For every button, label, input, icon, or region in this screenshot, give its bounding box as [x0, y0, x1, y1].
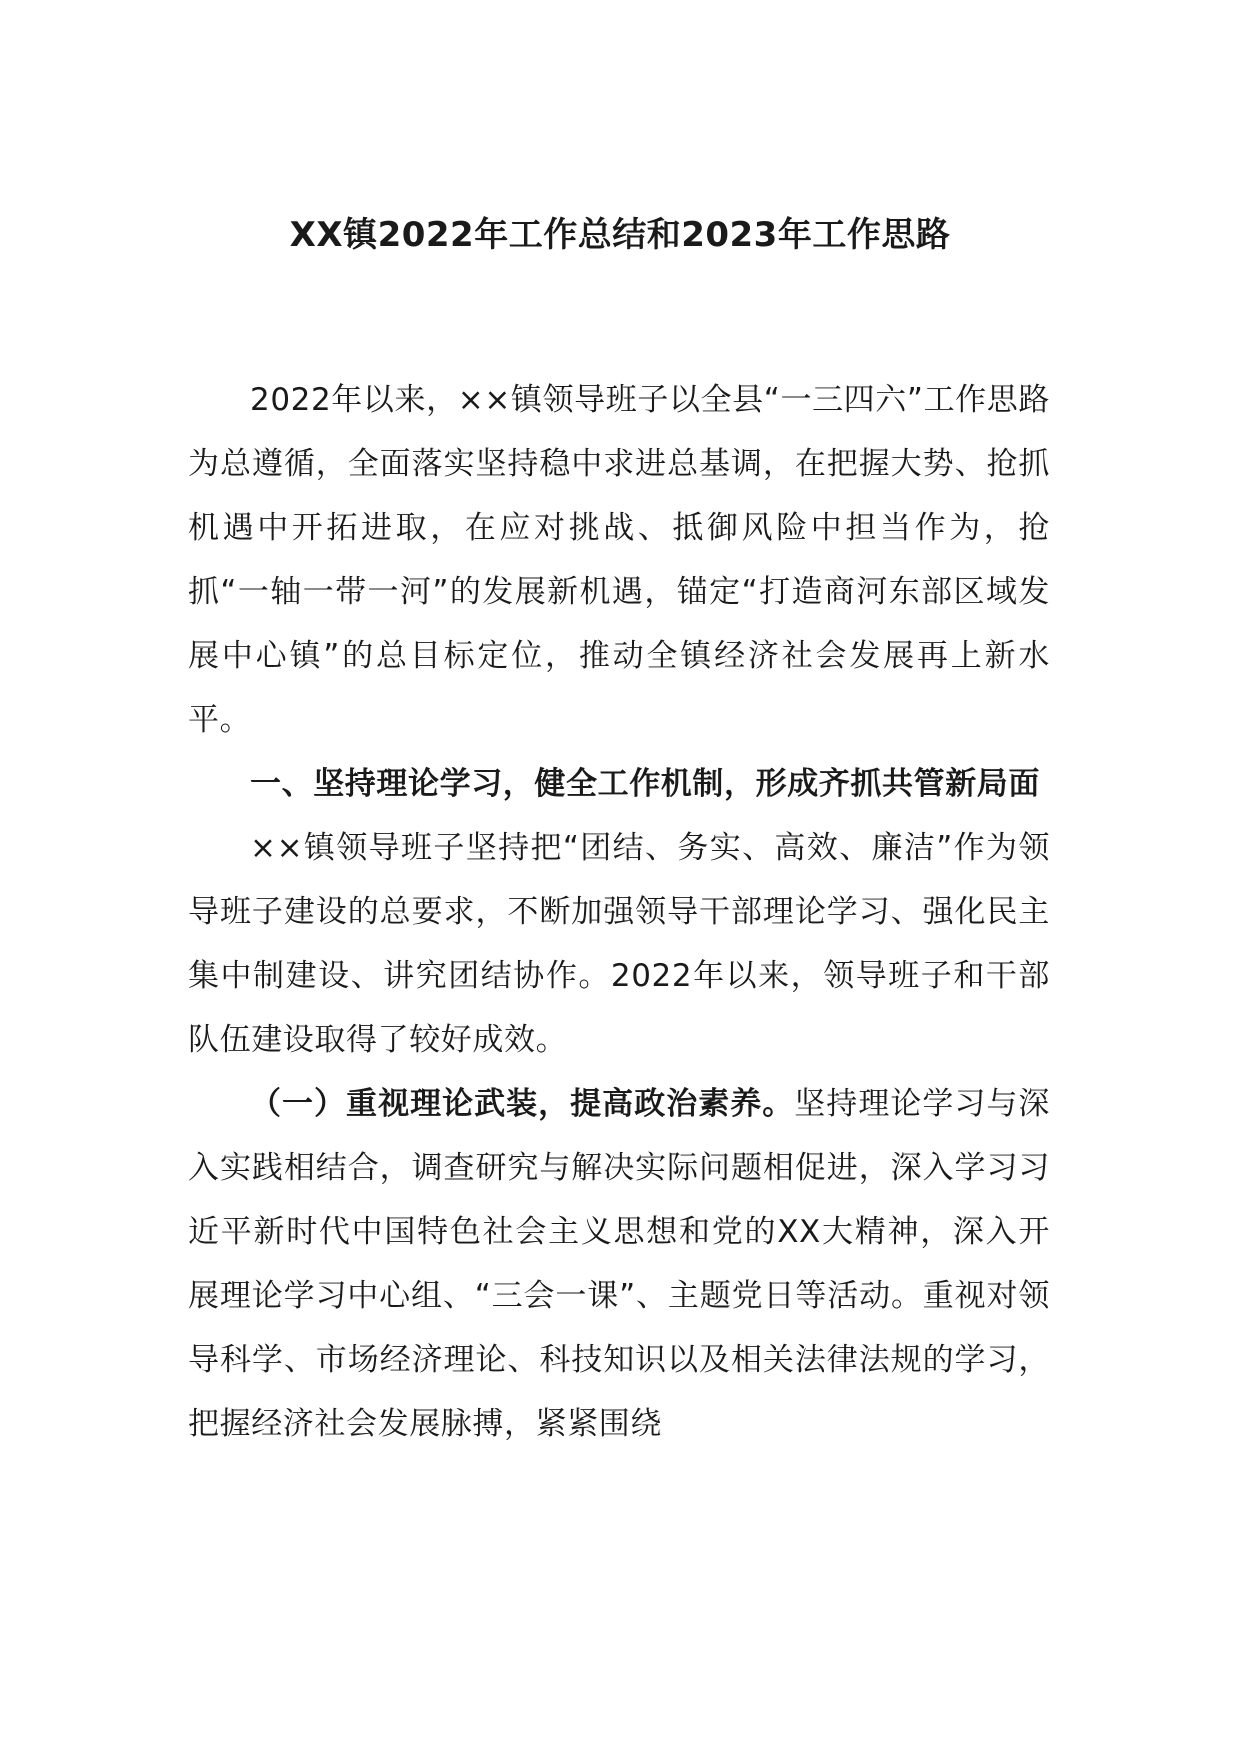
document-body [188, 368, 1050, 1456]
section-1-paragraph: ××镇领导班子坚持把“团结、务实、高效、廉洁”作为领导班子建设的总要求，不断加强领导干部理论学习、强化民主集中制建设、讲究团结协作。2022年以来，领导班子和干部队伍建设取得了较好成效。 [188, 830, 1050, 1058]
intro-paragraph: 2022年以来，××镇领导班子以全县“一三四六”工作思路为总遵循，全面落实坚持稳中求进总基调，在把握大势、抢抓机遇中开拓进取，在应对挑战、抵御风险中担当作为，抢抓“一轴一带一河”的发展新机遇，锚定“打造商河东部区域发展中心镇”的总目标定位，推动全镇经济社会发展再上新水平。 [188, 382, 1050, 738]
subsection-1-heading: （一）重视理论武装，提高政治素养。 [250, 1086, 795, 1122]
document-title: XX镇2022年工作总结和2023年工作思路 [289, 215, 951, 255]
section-heading-1: 一、坚持理论学习，健全工作机制，形成齐抓共管新局面 [250, 766, 1040, 802]
subsection-1-paragraph [188, 1072, 1050, 1456]
subsection-1-body: 坚持理论学习与深入实践相结合，调查研究与解决实际问题相促进，深入学习习近平新时代中国特色社会主义思想和党的XX大精神，深入开展理论学习中心组、“三会一课”、主题党日等活动。重视对领导科学、市场经济理论、科技知识以及相关法律法规的学习，把握经济社会发展脉搏，紧紧围绕 [188, 1086, 1050, 1442]
